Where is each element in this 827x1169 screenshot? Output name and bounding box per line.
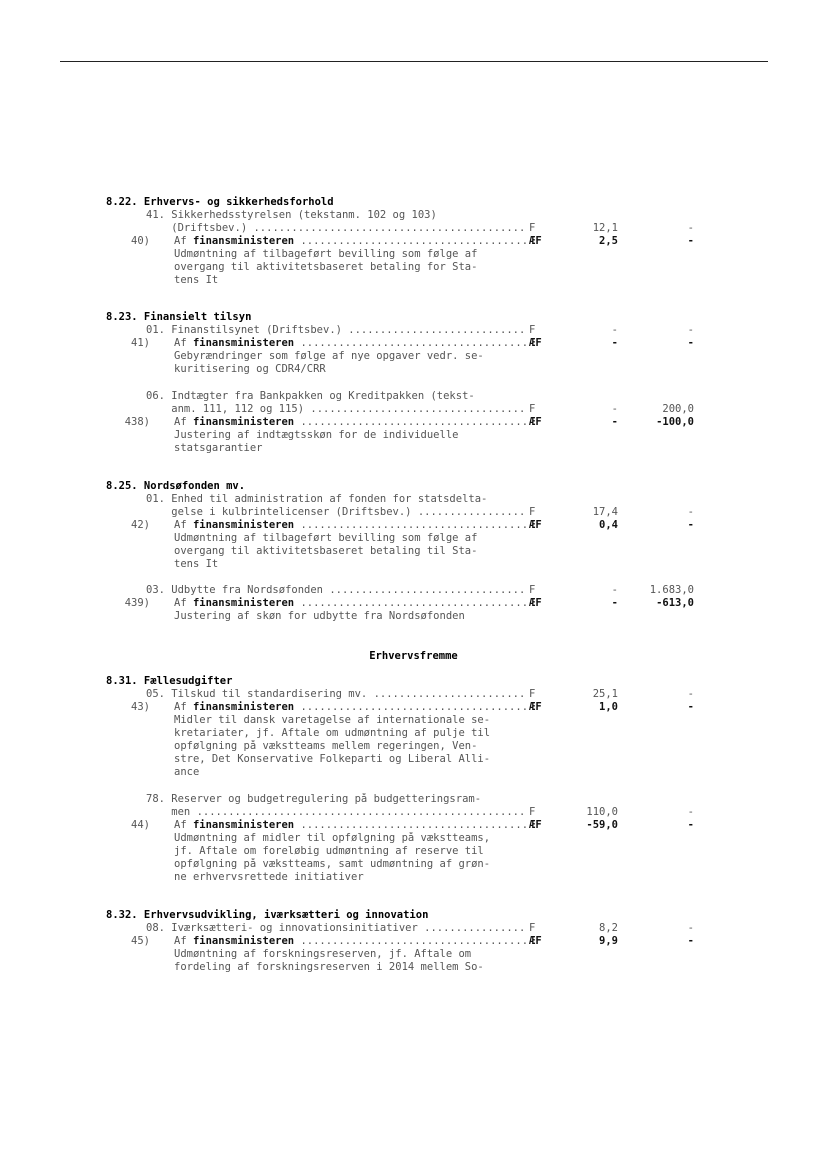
line-type-letter: F (529, 506, 536, 518)
explanation-line: kuritisering og CDR4/CRR (174, 363, 326, 375)
value-col2: - (687, 819, 694, 831)
amendment-proposer: finansministeren (192, 337, 295, 349)
explanation-line: jf. Aftale om foreløbig udmøntning af reserve til (174, 845, 484, 857)
account-title-text: 03. Udbytte fra Nordsøfonden (146, 584, 324, 596)
account-title-text: men (146, 806, 191, 818)
value-col2: - (687, 922, 694, 934)
amendment-proposer: finansministeren (192, 701, 295, 713)
amendment-proposer: finansministeren (192, 235, 295, 247)
value-col2: - (687, 222, 694, 234)
explanation-line: Gebyrændringer som følge af nye opgaver vedr. se- (174, 350, 484, 362)
explanation-line: Midler til dansk varetagelse af internationale se- (174, 714, 491, 726)
value-col1: - (611, 324, 618, 336)
dot-leader: ........................................... (247, 222, 526, 234)
explanation-line: statsgarantier (174, 442, 263, 454)
value-col1: 8,2 (599, 922, 618, 934)
value-col1: - (611, 597, 618, 609)
dot-leader: .................................... (294, 701, 529, 713)
dot-leader: ................. (411, 506, 526, 518)
explanation-line: opfølgning på vækstteams mellem regeringen, Ven- (174, 740, 478, 752)
value-col1: - (611, 584, 618, 596)
explanation-line: tens It (174, 274, 219, 286)
amendment-proposer: finansministeren (192, 819, 295, 831)
note-number: 40) (131, 235, 150, 247)
amendment-prefix: Af (174, 235, 193, 247)
value-col1: 110,0 (586, 806, 618, 818)
section-heading: 8.22. Erhvervs- og sikkerhedsforhold (106, 196, 334, 208)
dot-leader: ........................ (367, 688, 526, 700)
account-line (146, 324, 530, 337)
value-col2: - (687, 337, 694, 349)
section-heading: 8.31. Fællesudgifter (106, 675, 233, 687)
amendment-line (174, 416, 530, 429)
amendment-line (174, 701, 530, 714)
line-type-letter: ÆF (529, 519, 542, 531)
value-col2: - (687, 935, 694, 947)
dot-leader: .................................... (294, 819, 529, 831)
value-col1: - (611, 403, 618, 415)
explanation-line: ance (174, 766, 200, 778)
note-number: 44) (131, 819, 150, 831)
value-col1: - (611, 416, 618, 428)
dot-leader: ............................ (341, 324, 526, 336)
value-col2: - (687, 324, 694, 336)
value-col1: -59,0 (586, 819, 618, 831)
amendment-prefix: Af (174, 416, 193, 428)
value-col2: - (687, 806, 694, 818)
line-type-letter: ÆF (529, 337, 542, 349)
line-type-letter: ÆF (529, 935, 542, 947)
explanation-line: tens It (174, 558, 219, 570)
account-title-text: 05. Tilskud til standardisering mv. (146, 688, 368, 700)
explanation-line: ne erhvervsrettede initiativer (174, 871, 364, 883)
value-col2: - (687, 519, 694, 531)
line-type-letter: ÆF (529, 416, 542, 428)
dot-leader: ............................... (323, 584, 526, 596)
account-line (146, 403, 530, 416)
section-heading: 8.23. Finansielt tilsyn (106, 311, 252, 323)
account-title-text: (Driftsbev.) (146, 222, 248, 234)
amendment-line (174, 935, 530, 948)
note-number: 41) (131, 337, 150, 349)
amendment-line (174, 235, 530, 248)
dot-leader: .................................... (294, 597, 529, 609)
amendment-line (174, 519, 530, 532)
amendment-prefix: Af (174, 935, 193, 947)
account-line (146, 584, 530, 597)
explanation-line: fordeling af forskningsreserven i 2014 mellem So- (174, 961, 484, 973)
dot-leader: .................................... (294, 519, 529, 531)
dot-leader: .................................... (294, 935, 529, 947)
value-col1: 17,4 (592, 506, 618, 518)
value-col2: -613,0 (656, 597, 694, 609)
amendment-line (174, 597, 530, 610)
line-type-letter: F (529, 222, 536, 234)
account-line (146, 506, 530, 519)
amendment-prefix: Af (174, 597, 193, 609)
account-line (146, 222, 530, 235)
explanation-line: kretariater, jf. Aftale om udmøntning af pulje til (174, 727, 491, 739)
value-col1: 12,1 (592, 222, 618, 234)
subsection-heading: Erhvervsfremme (369, 650, 458, 662)
line-type-letter: ÆF (529, 701, 542, 713)
line-type-letter: ÆF (529, 235, 542, 247)
explanation-line: Udmøntning af tilbageført bevilling som følge af (174, 248, 478, 260)
account-title-text: gelse i kulbrintelicenser (Driftsbev.) (146, 506, 412, 518)
explanation-line: Justering af skøn for udbytte fra Nordsøfonden (174, 610, 465, 622)
account-line: 06. Indtægter fra Bankpakken og Kreditpakken (tekst- (146, 390, 475, 402)
section-heading: 8.25. Nordsøfonden mv. (106, 480, 246, 492)
dot-leader: .................................... (294, 416, 529, 428)
line-type-letter: F (529, 584, 536, 596)
account-line (146, 806, 530, 819)
value-col2: -100,0 (656, 416, 694, 428)
line-type-letter: F (529, 806, 536, 818)
line-type-letter: ÆF (529, 597, 542, 609)
amendment-line (174, 337, 530, 350)
value-col1: 2,5 (599, 235, 618, 247)
amendment-prefix: Af (174, 819, 193, 831)
explanation-line: opfølgning på vækstteams, samt udmøntning af grøn- (174, 858, 491, 870)
account-line (146, 922, 530, 935)
explanation-line: overgang til aktivitetsbaseret betaling for Sta- (174, 261, 478, 273)
line-type-letter: F (529, 688, 536, 700)
value-col2: 200,0 (662, 403, 694, 415)
line-type-letter: F (529, 324, 536, 336)
value-col2: - (687, 688, 694, 700)
explanation-line: Udmøntning af midler til opfølgning på vækstteams, (174, 832, 491, 844)
value-col2: - (687, 701, 694, 713)
note-number: 42) (131, 519, 150, 531)
account-line: 01. Enhed til administration af fonden for statsdelta- (146, 493, 488, 505)
amendment-proposer: finansministeren (192, 597, 295, 609)
explanation-line: stre, Det Konservative Folkeparti og Liberal Alli- (174, 753, 491, 765)
dot-leader: .................................... (294, 337, 529, 349)
value-col1: 25,1 (592, 688, 618, 700)
dot-leader: ................ (417, 922, 526, 934)
explanation-line: Udmøntning af forskningsreserven, jf. Aftale om (174, 948, 472, 960)
note-number: 43) (131, 701, 150, 713)
section-heading: 8.32. Erhvervsudvikling, iværksætteri og innovation (106, 909, 429, 921)
account-title-text: 01. Finanstilsynet (Driftsbev.) (146, 324, 342, 336)
note-number: 438) (124, 416, 150, 428)
line-type-letter: ÆF (529, 819, 542, 831)
line-type-letter: F (529, 922, 536, 934)
account-line: 41. Sikkerhedsstyrelsen (tekstanm. 102 og 103) (146, 209, 437, 221)
amendment-prefix: Af (174, 701, 193, 713)
account-line (146, 688, 530, 701)
explanation-line: Justering af indtægtsskøn for de individuelle (174, 429, 459, 441)
value-col1: 9,9 (599, 935, 618, 947)
value-col2: - (687, 235, 694, 247)
amendment-proposer: finansministeren (192, 416, 295, 428)
value-col2: 1.683,0 (649, 584, 694, 596)
value-col1: 1,0 (599, 701, 618, 713)
amendment-line (174, 819, 530, 832)
dot-leader: .................................................... (190, 806, 526, 818)
amendment-proposer: finansministeren (192, 519, 295, 531)
amendment-prefix: Af (174, 337, 193, 349)
account-title-text: 08. Iværksætteri- og innovationsinitiativer (146, 922, 418, 934)
explanation-line: Udmøntning af tilbageført bevilling som følge af (174, 532, 478, 544)
line-type-letter: F (529, 403, 536, 415)
amendment-proposer: finansministeren (192, 935, 295, 947)
value-col2: - (687, 506, 694, 518)
note-number: 439) (124, 597, 150, 609)
note-number: 45) (131, 935, 150, 947)
account-line: 78. Reserver og budgetregulering på budgetteringsram- (146, 793, 482, 805)
dot-leader: .................................... (294, 235, 529, 247)
amendment-prefix: Af (174, 519, 193, 531)
value-col1: 0,4 (599, 519, 618, 531)
account-title-text: anm. 111, 112 og 115) (146, 403, 305, 415)
explanation-line: overgang til aktivitetsbaseret betaling til Sta- (174, 545, 478, 557)
dot-leader: .................................. (304, 403, 526, 415)
value-col1: - (611, 337, 618, 349)
